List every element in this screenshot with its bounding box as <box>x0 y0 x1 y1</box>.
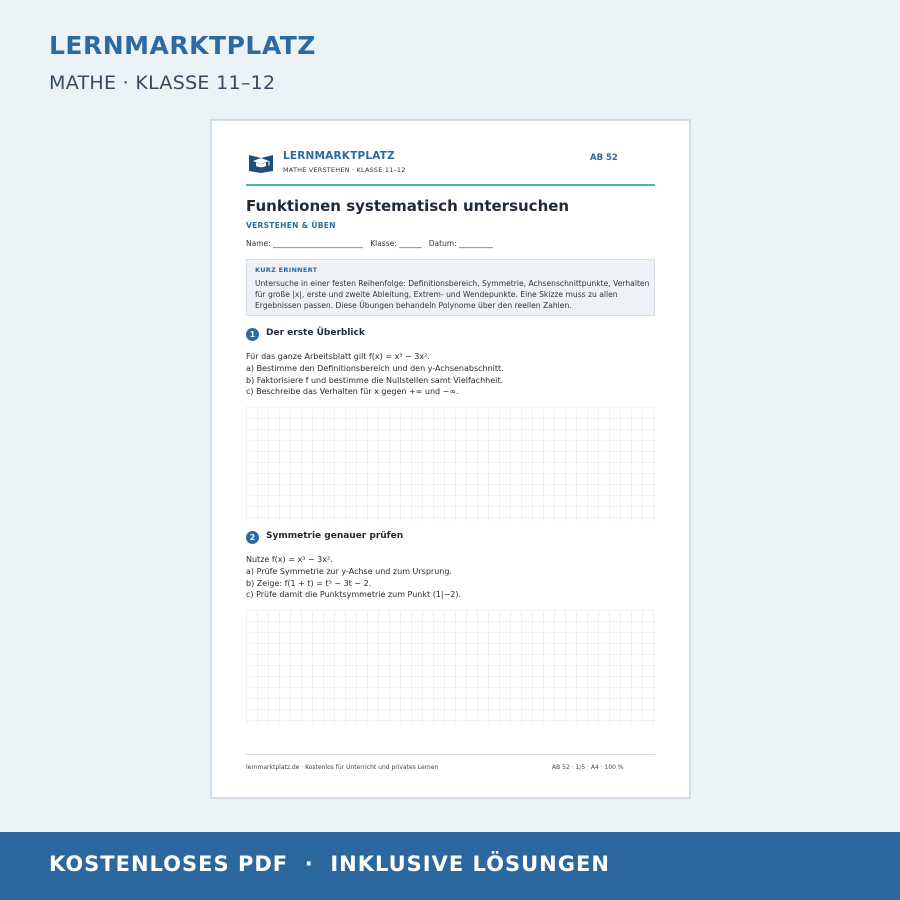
task-body <box>246 351 504 398</box>
reminder-text: Untersuche in einer festen Reihenfolge: Definitionsbereich, Symmetrie, Achsenschnittpunkte, Verhalten für große |x|, erste und zweite Ableitung, Extrem- und Wendepunkte. Eine Skizze muss zu allen Ergebnissen passen. Diese Übungen behandeln Polynome über den reellen Zahlen. <box>255 279 650 310</box>
answer-grid <box>246 610 655 724</box>
footer-right: AB 52 · 1/5 · A4 · 100 % <box>552 764 624 771</box>
task-line: Für das ganze Arbeitsblatt gilt f(x) = x³ − 3x². <box>246 352 430 361</box>
bottom-banner <box>0 832 900 900</box>
task-line: b) Zeige: f(1 + t) = t³ − 3t − 2. <box>246 578 372 588</box>
task-title: Der erste Überblick <box>266 328 365 338</box>
task-number-badge: 2 <box>246 531 259 544</box>
task-line: c) Prüfe damit die Punktsymmetrie zum Punkt (1|−2). <box>246 590 462 600</box>
sheet-brand-subtitle: MATHE VERSTEHEN · KLASSE 11–12 <box>283 166 406 174</box>
task-line: a) Bestimme den Definitionsbereich und den y-Achsenabschnitt. <box>246 363 504 373</box>
sheet-title: Funktionen systematisch untersuchen <box>246 197 570 215</box>
site-brand-title: LERNMARKTPLATZ <box>49 31 316 60</box>
name-class-date-fields: Name: ________________________ Klasse: ______ Datum: _________ <box>246 239 493 248</box>
sheet-code: AB 52 <box>590 153 618 163</box>
sheet-brand: LERNMARKTPLATZ <box>283 150 395 162</box>
site-brand-subtitle: MATHE · KLASSE 11–12 <box>49 72 276 94</box>
reminder-heading: KURZ ERINNERT <box>255 266 318 274</box>
task-line: c) Beschreibe das Verhalten für x gegen +∞ und −∞. <box>246 387 459 397</box>
footer-left: lernmarktplatz.de · Kostenlos für Unterricht und privates Lernen <box>246 764 439 771</box>
worksheet-preview[interactable] <box>210 119 691 799</box>
task-number-badge: 1 <box>246 328 259 341</box>
task-title: Symmetrie genauer prüfen <box>266 531 404 541</box>
footer-divider <box>246 754 655 755</box>
graduation-cap-book-icon <box>248 151 274 173</box>
task-line: Nutze f(x) = x³ − 3x². <box>246 555 333 564</box>
answer-grid <box>246 407 655 521</box>
banner-text: KOSTENLOSES PDF · INKLUSIVE LÖSUNGEN <box>49 852 610 876</box>
task-body <box>246 554 461 601</box>
header-divider <box>246 184 655 186</box>
reminder-box <box>246 259 655 316</box>
sheet-subtitle: VERSTEHEN & ÜBEN <box>246 221 336 230</box>
task-line: b) Faktorisiere f und bestimme die Nullstellen samt Vielfachheit. <box>246 375 504 385</box>
task-line: a) Prüfe Symmetrie zur y-Achse und zum Ursprung. <box>246 566 452 576</box>
